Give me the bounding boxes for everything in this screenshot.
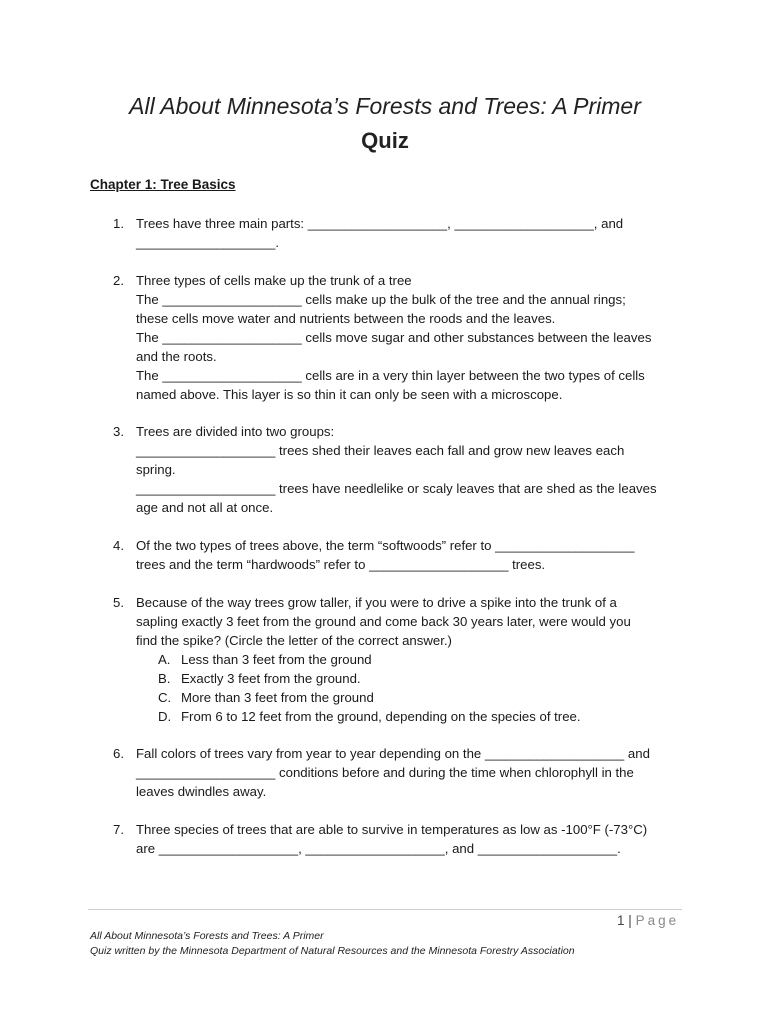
option-letter: B. — [158, 671, 171, 686]
question-line: ___________________ trees shed their leaves each fall and grow new leaves each — [136, 443, 625, 458]
chapter-heading: Chapter 1: Tree Basics — [90, 177, 236, 192]
question-number: 1. — [113, 216, 124, 231]
question-text — [136, 593, 676, 726]
question-line: find the spike? (Circle the letter of the correct answer.) — [136, 633, 452, 648]
option-text: Exactly 3 feet from the ground. — [181, 671, 361, 686]
question-line: The ___________________ cells move sugar and other substances between the leaves — [136, 330, 652, 345]
question-line: are ___________________, ___________________, and ___________________. — [136, 841, 621, 856]
question-line: sapling exactly 3 feet from the ground and come back 30 years later, were would you — [136, 614, 631, 629]
question-text — [136, 271, 676, 404]
question-number: 5. — [113, 595, 124, 610]
answer-options — [158, 650, 676, 726]
question-line: these cells move water and nutrients between the roods and the leaves. — [136, 311, 556, 326]
option-text: Less than 3 feet from the ground — [181, 652, 372, 667]
question-number: 3. — [113, 424, 124, 439]
option-letter: C. — [158, 690, 172, 705]
question-text — [136, 744, 676, 801]
question-line: The ___________________ cells are in a very thin layer between the two types of cells — [136, 368, 645, 383]
question-number: 7. — [113, 822, 124, 837]
answer-option-c[interactable] — [158, 688, 676, 707]
document-subtitle: Quiz — [361, 128, 409, 153]
question-text — [136, 214, 676, 252]
question-text — [136, 536, 676, 574]
question-line: ___________________. — [136, 235, 280, 250]
question-number: 2. — [113, 273, 124, 288]
page-label: Page — [635, 913, 680, 928]
question-number: 4. — [113, 538, 124, 553]
footer-line-1: All About Minnesota’s Forests and Trees: A Primer — [90, 930, 324, 942]
option-text: From 6 to 12 feet from the ground, depending on the species of tree. — [181, 709, 581, 724]
footer-line-2: Quiz written by the Minnesota Department of Natural Resources and the Minnesota Forestry Association — [90, 945, 575, 957]
answer-option-a[interactable] — [158, 650, 676, 669]
question-line: and the roots. — [136, 349, 217, 364]
answer-option-b[interactable] — [158, 669, 676, 688]
footer-divider — [88, 909, 682, 910]
question-line: named above. This layer is so thin it can only be seen with a microscope. — [136, 387, 563, 402]
question-line: Trees have three main parts: ___________________, ___________________, and — [136, 216, 624, 231]
option-letter: A. — [158, 652, 171, 667]
question-line: age and not all at once. — [136, 500, 274, 515]
question-line: trees and the term “hardwoods” refer to ___________________ trees. — [136, 557, 546, 572]
question-line: Of the two types of trees above, the term “softwoods” refer to ___________________ — [136, 538, 635, 553]
question-line: spring. — [136, 462, 176, 477]
question-line: leaves dwindles away. — [136, 784, 267, 799]
question-line: Fall colors of trees vary from year to year depending on the ___________________ and — [136, 746, 650, 761]
question-line: ___________________ trees have needlelike or scaly leaves that are shed as the leaves — [136, 481, 657, 496]
document-title: All About Minnesota’s Forests and Trees: A Primer — [129, 93, 641, 119]
question-line: Three species of trees that are able to survive in temperatures as low as -100°F (-73°C) — [136, 822, 648, 837]
answer-option-d[interactable] — [158, 707, 676, 726]
question-text — [136, 422, 676, 517]
question-line: The ___________________ cells make up the bulk of the tree and the annual rings; — [136, 292, 626, 307]
question-line: Three types of cells make up the trunk of a tree — [136, 273, 412, 288]
question-line: Trees are divided into two groups: — [136, 424, 335, 439]
option-letter: D. — [158, 709, 172, 724]
page-number-value: 1 — [617, 913, 625, 928]
question-line: Because of the way trees grow taller, if you were to drive a spike into the trunk of a — [136, 595, 617, 610]
question-number: 6. — [113, 746, 124, 761]
question-line: ___________________ conditions before and during the time when chlorophyll in the — [136, 765, 634, 780]
page-number — [617, 913, 679, 928]
question-text — [136, 820, 676, 858]
option-text: More than 3 feet from the ground — [181, 690, 374, 705]
page-separator: | — [628, 913, 632, 928]
